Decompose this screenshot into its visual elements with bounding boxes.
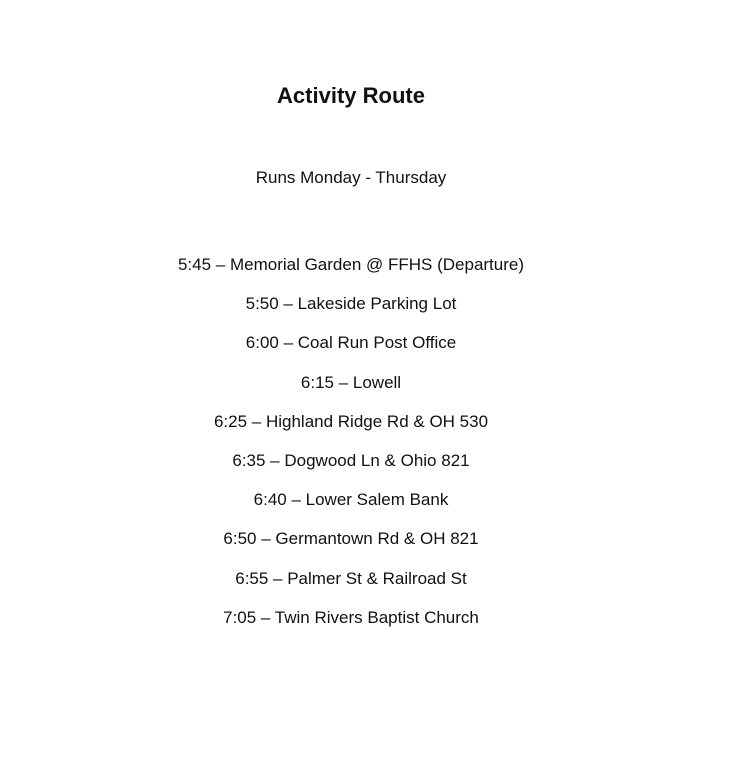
schedule-days: Runs Monday - Thursday (255, 168, 447, 187)
route-stop: 6:00 – Coal Run Post Office (245, 333, 457, 353)
route-stop: 6:40 – Lower Salem Bank (253, 490, 449, 510)
route-stop: 6:55 – Palmer St & Railroad St (235, 568, 467, 588)
route-stop: 5:45 – Memorial Garden @ FFHS (Departure) (177, 255, 525, 274)
route-stop: 5:50 – Lakeside Parking Lot (245, 294, 457, 314)
route-stop: 6:25 – Highland Ridge Rd & OH 530 (213, 411, 489, 431)
route-stop-list (0, 253, 702, 645)
page-title: Activity Route (277, 83, 425, 108)
route-stop: 7:05 – Twin Rivers Baptist Church (223, 607, 479, 627)
route-stop: 6:50 – Germantown Rd & OH 821 (223, 529, 479, 549)
route-stop: 6:15 – Lowell (300, 372, 402, 392)
route-stop: 6:35 – Dogwood Ln & Ohio 821 (232, 450, 470, 470)
